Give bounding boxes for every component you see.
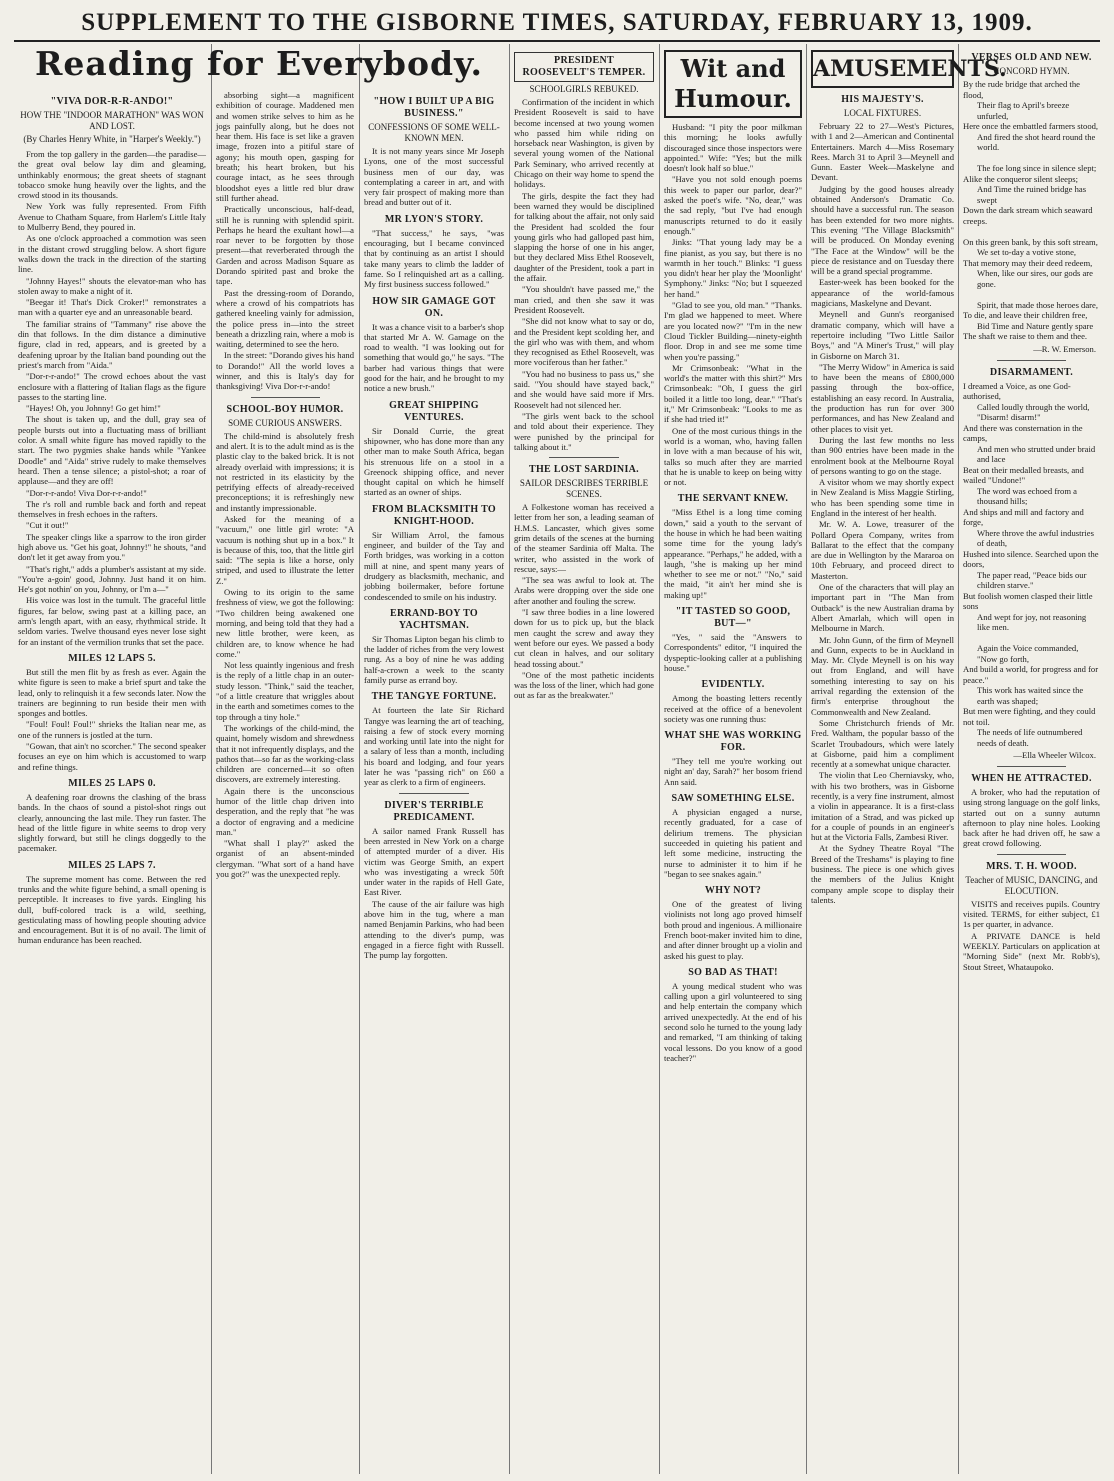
paragraph: "They tell me you're working out night an' day, Sarah?" her bosom friend Ann said. [664, 756, 802, 787]
paragraph: At fourteen the late Sir Richard Tangye was learning the art of teaching, raising a few of stock every morning and working until late into the night for a salary of less than a month, including his board and lodging, and four years later he was "passing rich" on £60 a year as clerk to a firm of engineers. [364, 705, 504, 788]
paragraph: Meynell and Gunn's reorganised dramatic company, which will have a repertoire including "Two Little Sailor Boys," and "A Miner's Trust," will play in Gisborne on March 31. [811, 309, 954, 361]
amusements-banner: AMUSEMENTS. [811, 50, 954, 88]
paragraph: The workings of the child-mind, the quaint, homely wisdom and shrewdness that it not infrequently displays, and the pathos that—so far as the working-class children are concerned—it so often discovers, are extremely interesting. [216, 722, 354, 785]
paragraph: Past the dressing-room of Dorando, where a crowd of his compatriots has gathered kneeling vainly for admission, the police press in—into the street beneath a drizzling rain, where a mob is waiting, determined to see the hero. [216, 287, 354, 350]
paragraph: Among the boasting letters recently received at the office of a benevolent society was one running thus: [664, 693, 802, 724]
paragraph: "One of the most pathetic incidents was the loss of the liner, which had gone out as far as the breakwater." [514, 669, 654, 701]
paragraph: "Miss Ethel is a long time coming down," said a youth to the servant of the house in which he had been waiting some time for the young lady's appearance. "Perhaps," he added, with a laugh, "she is making up her mind whether to see me or not." "No," said the maid, "it ain't her mind she is making up!" [664, 507, 802, 600]
paragraph: His voice was lost in the tumult. The graceful little figures, far below, swing past at a killing pace, an arm's length apart, with an easy, rhythmical stride. It seldom varies. Twelve thousand eyes never lose sight for an instant of the vermilion trunks that set the pace. [18, 595, 206, 647]
paragraph: One of the most curious things in the world is a woman, who, having fallen in love with a man because of his wit, talks so much after they are married that he is unable to keep on being witty or not. [664, 425, 802, 488]
paragraph: "I saw three bodies in a line lowered down for us to pick up, but the black men caught the screw and away they went before our eyes. We passed a body cut clean in halves, and our solitary head tossing about." [514, 607, 654, 669]
paragraph: Sir Donald Currie, the great shipowner, who has done more than any other man to make South Africa, began his strenuous life on a stool in a Greenock shipping office, and never thought capital on which he himself started as an owner of ships. [364, 425, 504, 498]
paragraph: From the top gallery in the garden—the paradise—the great oval below lay dim and gleaming, unthinkably enormous; the great sheets of stagnant tobacco smoke hung heavily over the lights, and the crowd stood in its thousands. [18, 149, 206, 201]
verse-line: The needs of life outnumbered needs of death. [977, 727, 1083, 748]
verse-line: Spirit, that made those heroes dare, [977, 299, 1098, 310]
paragraph: "What shall I play?" asked the organist of an absent-minded clergyman. "What sort of a hand have you got?" was the unexpected reply. [216, 838, 354, 880]
paragraph: Confirmation of the incident in which President Roosevelt is said to have become incensed at two young women who passed him while riding on horseback near Washington, is given by several young women of the National Park Seminary, who arrived recently at Chicago on their way home to spend the holidays. [514, 97, 654, 190]
paragraph: The speaker clings like a sparrow to the iron girder high above us. "Get his goat, Johnny!" he shouts, "and don't let it get away from you." [18, 531, 206, 563]
section-heading: FROM BLACKSMITH TO KNIGHT-HOOD. [372, 503, 496, 527]
article-subheading: HOW THE "INDOOR MARATHON" WAS WON AND LOST. [20, 110, 204, 131]
advert-text: A PRIVATE DANCE is held WEEKLY. Particulars on application at "Morning Side" (next Mr. Robb's), Stout Street, Whataupoko. [963, 930, 1100, 972]
paragraph: A young medical student who was calling upon a girl volunteered to sing and help entertain the company which arrived unexpectedly. At the end of his second solo he turned to the young lady and remarked, "I am thinking of taking vocal lessons. Do you know of a good teacher?" [664, 980, 802, 1063]
section-heading: VERSES OLD AND NEW. [971, 52, 1092, 63]
paragraph: In the street: "Dorando gives his hand to Dorando!" All the world loves a winner, and this is Italy's day for thanksgiving! Viva Dor-r-r-ando! [216, 350, 354, 392]
verse-line: We set to-day a votive stone, [977, 247, 1077, 257]
section-heading: HOW SIR GAMAGE GOT ON. [372, 295, 496, 319]
paragraph: "The Merry Widow" in America is said to have been the means of £800,000 passing through the box-office, establishing an easy record. In Australia, the production has run for over 300 performances, and has New Zealand and other places to visit yet. [811, 361, 954, 434]
verse-line: And wept for joy, not reasoning like men. [977, 611, 1087, 632]
verse-line: And men who strutted under braid and lace [977, 443, 1096, 464]
column-rule [359, 44, 360, 1474]
column-rule [211, 44, 212, 1474]
paragraph: Mr. John Gunn, of the firm of Meynell and Gunn, expects to be in Auckland in May. Mr. Clyde Meynell is on his way out from England, and will have something interesting to say on his arrival regarding the extension of the firm's enterprise throughout the Commonwealth and New Zealand. [811, 634, 954, 717]
paragraph: Sir William Arrol, the famous engineer, and builder of the Tay and Forth bridges, was working in a cotton mill at nine, and spent many years of drudgery as blacksmith, mechanic, and jobbing boilermaker, before fortune condescended to smile on his industry. [364, 529, 504, 602]
poem-author: —Ella Wheeler Wilcox. [1013, 750, 1096, 760]
paragraph: The violin that Leo Cherniavsky, who, with his two brothers, was in Gisborne recently, is a very fine instrument, almost a violin in appearance. It is a first-class imitation of a Strad, and was picked up for a couple of pounds in an engineer's hut at the Victoria Falls, Zambesi River. [811, 770, 954, 843]
section-heading: THE SERVANT KNEW. [677, 493, 789, 505]
verse-line [963, 289, 1100, 300]
separator [997, 766, 1066, 767]
column-1 [18, 90, 206, 1474]
verse-line: Called loudly through the world, "Disarm! disarm!" [977, 401, 1090, 422]
article-heading: "VIVA DOR-R-R-ANDO!" [50, 96, 174, 107]
verse-line: Down the dark stream which seaward creeps. [963, 205, 1093, 226]
column-6 [811, 44, 1007, 1474]
verse-line: And fired the shot heard round the world. [977, 131, 1096, 152]
column-rule [659, 44, 660, 1474]
paragraph: Practically unconscious, half-dead, still he is running with splendid spirit. Perhaps he heard the exultant howl—a roar never to be forgotten by those present—that reverberated through the Garden and across Madison Square as Dorando spirited past and broke the tape. [216, 204, 354, 287]
paragraph: "Glad to see you, old man." "Thanks. I'm glad we happened to meet. Where are you located now?" "I'm in the new Cloud Tickler Building—ninety-eighth floor. Drop in and see me some time when you're passing." [664, 300, 802, 362]
section-heading: GREAT SHIPPING VENTURES. [389, 399, 479, 423]
article-heading: THE LOST SARDINIA. [529, 464, 639, 476]
masthead-title: SUPPLEMENT TO THE GISBORNE TIMES, SATURDAY, FEBRUARY 13, 1909. [81, 9, 1033, 36]
paragraph: Again there is the unconscious humor of the little chap driven into desperation, and the reply that "he was a doctor of engraving and a medicine man." [216, 785, 354, 837]
verse-line: The paper read, "Peace bids our children starve." [977, 569, 1087, 590]
article-heading: PRESIDENT ROOSEVELT'S TEMPER. [514, 52, 654, 82]
paragraph: A visitor whom we may shortly expect in New Zealand is Miss Maggie Stirling, who has been spending some time in England in the interest of her health. [811, 477, 954, 518]
verse-line: The shaft we raise to them and thee. [963, 331, 1088, 341]
advert-heading: MRS. T. H. WOOD. [986, 860, 1077, 872]
paragraph: One of the greatest of living violinists not long ago proved himself both proud and ingenious. A millionaire French boot-maker invited him to dine, and after dinner brought up a violin and asked his guest to play. [664, 899, 802, 961]
paragraph: Jinks: "That young lady may be a fine pianist, as you say, but there is no warmth in her touch." Blinks: "I guess you didn't hear her play the 'Moonlight' Symphony." Jinks: "No; but I squeezed her hand." [664, 237, 802, 299]
paragraph: "You shouldn't have passed me," the man cried, and then she saw it was President Roosevelt. [514, 284, 654, 315]
paragraph: "Gowan, that ain't no scorcher." The second speaker focuses an eye on him which is accustomed to warp and refine things. [18, 741, 206, 772]
paragraph: The supreme moment has come. Between the red trunks and the white figure behind, a small opening is perceptible. It increases to five yards. Eingling his dull, buff-colored track is a wild, seething, gesticulating mass of howling people shouting advice and encouragement. But it is of no avail. The limit of human endurance has been reached. [18, 873, 206, 946]
paragraph: It was a chance visit to a barber's shop that started Mr A. W. Gamage on the road to wealth. "I was looking out for something that would go," he says. "The barber had various things that were good for the hair, and he brought to my notice a new brush." [364, 321, 504, 394]
section-heading: WHY NOT? [704, 885, 762, 897]
masthead [14, 6, 1100, 42]
column-rule [958, 44, 959, 1474]
paragraph: "That success," he says, "was encouraging, but I became convinced that by continuing as an artist I should take many years to climb the ladder of fame. So I relinquished art as a calling. My first business success followed." [364, 227, 504, 290]
paragraph: The child-mind is absolutely fresh and alert. It is to the adult mind as is the plastic clay to the baked brick. It is not already overlaid with impressions; it is not restricted in its elasticity by the petrifying effects of already-received preconceptions; it is refreshingly new and instantly impressionable. [216, 430, 354, 513]
verse-line: I dreamed a Voice, as one God-authorised, [963, 380, 1071, 401]
paragraph: "Dor-r-r-ando!" The crowd echoes about the vast enclosure with a flattering of Italian flags as the figure passes to the starting line. [18, 371, 206, 402]
paragraph: Asked for the meaning of a "vacuum," one little girl wrote: "A vacuum is nothing shut up in a box." It is because of this, too, that the little girl said: "The sepia is like a horse, only striped, and used to illustrate the letter Z." [216, 513, 354, 586]
article-heading: DIVER'S TERRIBLE PREDICAMENT. [384, 799, 484, 823]
separator [997, 360, 1066, 361]
paragraph: A broker, who had the reputation of using strong language on the golf links, started out on a sunny autumn afternoon to play nine holes. Looking back after he had driven off, he saw a great crowd following. [963, 787, 1100, 849]
verse-line: That memory may their deed redeem, [963, 257, 1093, 268]
poem-title: CONCORD HYMN. [993, 66, 1070, 76]
paragraph: Mr Crimsonbeak: "What in the world's the matter with this shirt?" Mrs Crimsonbeak: "Oh, I guess the girl boiled it a little too long, dear." "That's it," Mr Crimsonbeak: "Looks to me as if she had tried it!" [664, 362, 802, 425]
section-heading: ERRAND-BOY TO YACHTSMAN. [390, 607, 478, 631]
verse-line [963, 226, 1100, 237]
article-subheading: SAILOR DESCRIBES TERRIBLE SCENES. [519, 478, 649, 500]
verse-line: And there was consternation in the camps, [963, 422, 1083, 443]
paragraph: Not less quaintly ingenious and fresh is the reply of a little chap in an outer-study lesson. "Think," said the teacher, "of a little creature that wriggles about in the earth and sometimes comes to the top through a tiny hole." [216, 660, 354, 722]
verse-line: And build a world, for progress and for peace." [963, 664, 1099, 685]
separator [549, 457, 619, 458]
paragraph: Sir Thomas Lipton began his climb to the ladder of riches from the very lowest rung. As a boy of nine he was adding half-a-crown a week to the scanty family purse as errand boy. [364, 633, 504, 685]
verse-line: Hushed into silence. Searched upon the doors, [963, 548, 1099, 569]
paragraph: A deafening roar drowns the clashing of the brass bands. In the chaos of sound a pistol-shot rings out clearly, announcing the last mile. They run faster. The head of the little figure in white seems to drop very slightly forward, but still he clings doggedly to the pacemaker. [18, 791, 206, 854]
verse-line [963, 633, 1100, 644]
paragraph: "That's right," adds a plumber's assistant at my side. "You're a-goin' good, Johnny. Just hand it on him. He's got nothin' on you, Johnny, or I'm a—" [18, 563, 206, 595]
section-heading: WHAT SHE WAS WORKING FOR. [664, 730, 802, 754]
paragraph: Mr. W. A. Lowe, treasurer of the Pollard Opera Company, writes from Ballarat to the effect that the company are due in Wellington by the Mararoa on 10th February, and proceed direct to Masterton. [811, 519, 954, 581]
verse-line: Here once the embattled farmers stood, [963, 121, 1099, 131]
section-subheading: LOCAL FIXTURES. [843, 108, 922, 118]
paragraph: "Yes, " said the "Answers to Correspondents" editor, "I inquired the dyspeptic-looking caller at a publishing house." [664, 632, 802, 673]
paragraph: "Beegar it! That's Dick Croker!" remonstrates a man with a quarter eye and an unreasonable beard. [18, 297, 206, 318]
section-heading: EVIDENTLY. [701, 679, 765, 691]
advert-text: VISITS and receives pupils. Country visited. TERMS, for either subject, £1 1s per quarter, in advance. [963, 898, 1100, 930]
poem-title: DISARMAMENT. [989, 366, 1074, 378]
verse-line: Where throve the awful industries of death, [977, 527, 1094, 548]
article-heading: "HOW I BUILT UP A BIG BUSINESS." [373, 96, 495, 119]
paragraph: "Have you not sold enough poems this week to paper our parlor, dear?" asked the poet's wife. "No, dear," was the sad reply, "but I've had enough manuscripts returned to do it easily enough." [664, 174, 802, 236]
verse-line: On this green bank, by this soft stream, [963, 236, 1098, 247]
poem-author: —R. W. Emerson. [1033, 343, 1096, 354]
article-byline: (By Charles Henry White, in "Harper's Weekly.") [23, 134, 201, 144]
paragraph: "Dor-r-r-ando! Viva Dor-r-r-ando!" [26, 487, 147, 498]
verse-line: Alike the conqueror silent sleeps; [963, 173, 1079, 184]
paragraph: Owing to its origin to the same freshness of view, we got the following: "Two children being awakened one morning, and being told that they had a new little brother, were keen, as children are, to know whence he had come." [216, 587, 354, 659]
paragraph: "The girls went back to the school and told about their experience. They were punished by the principal for talking about it." [514, 410, 654, 452]
verse-line: The foe long since in silence slept; [977, 163, 1097, 173]
paragraph: A physician engaged a nurse, recently graduated, for a case of delirium tremens. The physician succeeded in quieting his patient and left some medicine, instructing the nurse to administer it to him if he "began to see snakes again." [664, 807, 802, 879]
paragraph: Husband: "I pity the poor milkman this morning; he looks awfully discouraged since those inspectors were appointed." Wife: "Yes; but the milk doesn't look half so blue." [664, 122, 802, 174]
section-heading: MILES 25 LAPS 7. [68, 859, 156, 871]
paragraph: The r's roll and rumble back and forth and repeat themselves in fresh echoes in the rafters. [18, 498, 206, 520]
verse-line: This work has waited since the earth was shaped; [977, 685, 1084, 706]
paragraph: One of the characters that will play an important part in "The Man from Outback" is the new Australian drama by Albert Amarlah, which will open in Melbourne in March. [811, 582, 954, 634]
verse-line: Beat on their medalled breasts, and wailed "Undone!" [963, 464, 1084, 485]
reading-banner: Reading for Everybody. [35, 44, 483, 83]
section-heading: WHEN HE ATTRACTED. [971, 773, 1092, 784]
paragraph: "Hayes! Oh, you Johnny! Go get him!" [26, 403, 161, 414]
section-heading: SAW SOMETHING ELSE. [671, 793, 795, 805]
verse-line: When, like our sires, our gods are gone. [977, 268, 1093, 289]
verse-line: But foolish women clasped their little sons [963, 590, 1093, 611]
paragraph: The familiar strains of "Tammany" rise above the din that follows. In the dim distance a diminutive figure, clad in red, appears, and is greeted by a deafening uproar by the Italian band pounding out the priest's march from "Aida." [18, 318, 206, 370]
paragraph: But still the men flit by as fresh as ever. Again the white figure is seen to make a brief spurt and take the lead, only to relinquish it a few seconds later. Now the trainers are beginning to run beside their men with sponges and bottles. [18, 666, 206, 719]
verse-line [963, 153, 1100, 164]
paragraph: New York was fully represented. From Fifth Avenue to Chatham Square, from Harlem's Little Italy to Mulberry Bend, they poured in. [18, 201, 206, 233]
wit-humour-banner: Wit and Humour. [664, 50, 802, 118]
poem-verse [963, 79, 1100, 342]
verse-line: The word was echoed from a thousand hills; [977, 485, 1077, 506]
paragraph: A sailor named Frank Russell has been arrested in New York on a charge of attempted murder of a diver. His victim was George Smith, an expert who was investigating a wreck 50ft under water in the rapids of Hell Gate, East River. [364, 825, 504, 898]
column-5 [664, 44, 802, 1474]
paragraph: Easter-week has been booked for the appearance of the world-famous magicians, Maskelyne and Devant. [811, 277, 954, 309]
paragraph: absorbing sight—a magnificent exhibition of courage. Maddened men and women strike selves to him as he jogs painfully along, but he does not hear them. His face is set like a graven image, frozen into a pitiful stare of agony; his mouth open, gasping for breath; his heart broken, but his courage intact, as he sees through bloodshot eyes a little red blur draw still further ahead. [216, 90, 354, 203]
paragraph: "Cut it out!" [26, 520, 69, 531]
paragraph: At the Sydney Theatre Royal "The Breed of the Treshams" is playing to fine business. The piece is one which gives the members of the Julius Knight company ample scope to display their talents. [811, 843, 954, 905]
paragraph: "The sea was awful to look at. The Arabs were dropping over the side one after another and fouling the screw. [514, 575, 654, 606]
column-rule [806, 44, 807, 1474]
paragraph: "She did not know what to say or do, and the President kept scolding her, and the girl who was with them, and whom they recognised as Ethel Roosevelt, was more vociferous than her father." [514, 316, 654, 368]
article-subheading: SCHOOLGIRLS REBUKED. [529, 84, 639, 94]
section-heading: "IT TASTED SO GOOD, BUT—" [675, 606, 791, 630]
paragraph: Some Christchurch friends of Mr. Fred. Waltham, the popular basso of the Scarlet Troubadours, which were lately at Gisborne, paid him a compliment recently at a somewhat unique character. [811, 717, 954, 770]
verse-line: Bid Time and Nature gently spare [977, 320, 1094, 331]
poem-verse [963, 381, 1100, 749]
column-rule [509, 44, 510, 1474]
paragraph: Judging by the good houses already obtained Anderson's Dramatic Co. should have a successful run. The season has been extended for two more nights. This evening "The Village Blacksmith" will be produced. On Monday evening "The Face at the Window" will be the piece de resistance and on Tuesday there will be a grand special programme. [811, 183, 954, 277]
verse-line: But men were fighting, and they could not toil. [963, 706, 1096, 727]
paragraph: The shout is taken up, and the dull, gray sea of people bursts out into a fluctuating mass of brilliant color. A small white figure has moved rapidly to the start. The two pygmies shake hands while "Yankee Doodle" and "Aida" strive rudely to make themselves heard. Then a tense silence; a pistol-shot; a roar of applause—and they are off! [18, 414, 206, 487]
reading-banner-wrap [14, 44, 504, 88]
advert-subheading: Teacher of MUSIC, DANCING, and ELOCUTION. [965, 874, 1098, 896]
section-heading: MILES 12 LAPS 5. [68, 652, 156, 664]
paragraph: "Johnny Hayes!" shouts the elevator-man who has stolen away to make a night of it. [18, 275, 206, 296]
column-7 [963, 44, 1100, 1474]
section-heading: HIS MAJESTY'S. [841, 94, 924, 105]
article-subheading: CONFESSIONS OF SOME WELL-KNOWN MEN. [368, 122, 500, 143]
paragraph: A Folkestone woman has received a letter from her son, a leading seaman of H.M.S. Lancaster, which gives some grim details of the scenes at the burning of the steamer Sardinia off Malta. The writer, who assisted in the work of rescue, says:— [514, 502, 654, 574]
section-heading: THE TANGYE FORTUNE. [371, 691, 497, 703]
paragraph: February 22 to 27—West's Pictures, with 1 and 2—American and Continental Entertainers. March 4—Miss Rosemary Rees. March 31 to April 3—Meynell and Gunn. Easter Week—Maskelyne and Devant. [811, 121, 954, 183]
article-subheading: SOME CURIOUS ANSWERS. [228, 417, 342, 428]
column-4 [514, 44, 654, 1474]
separator [251, 397, 320, 398]
paragraph: "You had no business to pass us," she said. "You should have stayed back," and she would have said more if Mrs. Roosevelt had not silenced her. [514, 368, 654, 410]
column-3 [364, 90, 504, 1474]
article-heading: SCHOOL-BOY HUMOR. [226, 403, 344, 415]
verse-line: To die, and leave their children free, [963, 310, 1088, 320]
column-2 [216, 90, 354, 1474]
verse-line: Again the Voice commanded, "Now go forth, [977, 643, 1079, 664]
paragraph: During the last few months no less than 900 entries have been made in the enrolment book at the Melbourne Royal of persons wanting to go on the stage. [811, 434, 954, 476]
section-heading: MR LYON'S STORY. [384, 213, 484, 225]
separator [997, 854, 1066, 855]
section-heading: MILES 25 LAPS 0. [68, 777, 156, 789]
separator [399, 793, 469, 794]
verse-line: Their flag to April's breeze unfurled, [977, 100, 1070, 121]
verse-line: And ships and mill and factory and forge, [963, 506, 1084, 527]
paragraph: The girls, despite the fact they had been warned they would be disciplined for talking about the affair, not only said the President had scolded the four young girls who had galloped past him, slapping the horse of one in his anger, but they declared Miss Ethel Roosevelt, daughter of the President, took a part in the affair. [514, 190, 654, 284]
paragraph: The cause of the air failure was high above him in the tug, where a man named Benjamin Parkins, who had been attending to the diver's pump, was engaged in a fierce fight with Russell. The pump lay forgotten. [364, 898, 504, 961]
verse-line: And Time the ruined bridge has swept [977, 184, 1087, 205]
section-heading: SO BAD AS THAT! [688, 966, 778, 978]
verse-line: By the rude bridge that arched the flood, [963, 79, 1080, 100]
paragraph: As one o'clock approached a commotion was seen in the distant crowd struggling below. A short figure walks down the track in the direction of the starting line. [18, 233, 206, 275]
paragraph: It is not many years since Mr Joseph Lyons, one of the most successful business men of our day, was contemplating a career in art, and with very fair prospect of making more than bread and butter out of it. [364, 146, 504, 208]
paragraph: "Foul! Foul! Foul!" shrieks the Italian near me, as one of the runners is jostled at the turn. [18, 719, 206, 740]
